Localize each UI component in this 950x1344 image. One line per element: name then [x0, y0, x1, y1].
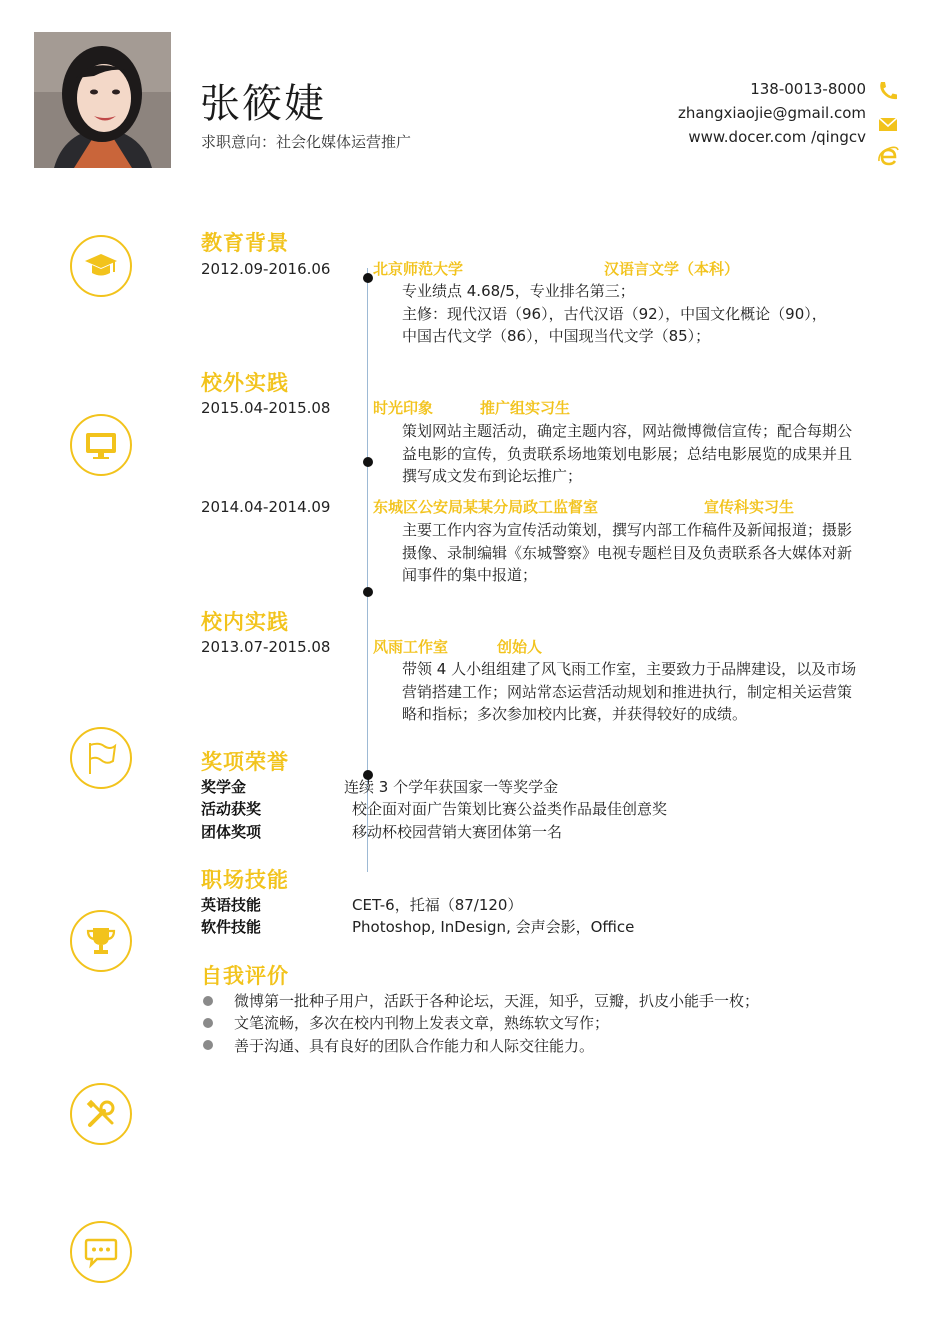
internal-org: 风雨工作室 [373, 638, 449, 656]
skill-value: CET-6，托福（87/120） [352, 896, 523, 914]
timeline-dot [363, 273, 373, 283]
detail-line: 带领 4 人小组组建了风飞雨工作室，主要致力于品牌建设，以及市场 [402, 660, 857, 678]
award-label: 活动获奖 [201, 800, 262, 818]
external-org-1: 时光印象 [373, 399, 434, 417]
graduation-cap-icon [83, 251, 119, 281]
award-value: 校企面对面广告策划比赛公益类作品最佳创意奖 [352, 800, 668, 818]
bullet-icon [203, 996, 213, 1006]
browser-icon [876, 144, 900, 166]
section-title-self: 自我评价 [201, 964, 289, 988]
detail-line: 策划网站主题活动，确定主题内容，网站微博微信宣传；配合每期公 [402, 422, 853, 440]
self-item: 文笔流畅，多次在校内刊物上发表文章，熟练软文写作； [234, 1014, 610, 1032]
phone-number[interactable]: 138-0013-8000 [750, 80, 866, 98]
detail-line: 闻事件的集中报道； [402, 566, 538, 584]
practice-circle [70, 414, 132, 476]
internal-details [402, 658, 908, 726]
detail-line: 主修：现代汉语（96），古代汉语（92），中国文化概论（90）， [402, 304, 827, 323]
tools-circle [70, 1083, 132, 1145]
external-role-1: 推广组实习生 [480, 399, 571, 417]
detail-line: 益电影的宣传，负责联系场地策划电影展；总结电影展览的成果并且 [402, 444, 853, 463]
education-circle [70, 235, 132, 297]
section-title-skills: 职场技能 [201, 868, 289, 892]
evaluation-circle [70, 1221, 132, 1283]
external-details-2 [402, 519, 908, 587]
chat-icon [83, 1235, 119, 1269]
monitor-icon [84, 430, 118, 460]
detail-line: 摄像、录制编辑《东城警察》电视专题栏目及负责联系各大媒体对新 [402, 543, 853, 562]
detail-line: 专业绩点 4.68/5，专业排名第三； [402, 282, 635, 300]
external-date-1: 2015.04-2015.08 [201, 399, 331, 417]
internal-date: 2013.07-2015.08 [201, 638, 331, 656]
section-title-external: 校外实践 [201, 371, 289, 395]
section-title-internal: 校内实践 [201, 610, 289, 634]
candidate-name: 张筱婕 [200, 81, 326, 127]
education-date: 2012.09-2016.06 [201, 260, 331, 278]
tools-icon [84, 1097, 118, 1131]
flag-icon [83, 740, 119, 776]
award-value: 移动杯校园营销大赛团体第一名 [352, 823, 563, 841]
trophy-icon [84, 924, 118, 958]
bullet-icon [203, 1018, 213, 1028]
external-role-2: 宣传科实习生 [704, 498, 795, 516]
job-intent: 求职意向：社会化媒体运营推广 [201, 133, 412, 151]
detail-line: 主要工作内容为宣传活动策划，撰写内部工作稿件及新闻报道；摄影 [402, 521, 853, 539]
detail-line: 营销搭建工作；网站常态运营活动规划和推进执行，制定相关运营策 [402, 682, 853, 701]
website-url[interactable]: www.docer.com /qingcv [688, 128, 866, 146]
skill-value: Photoshop, InDesign, 会声会影，Office [352, 918, 635, 936]
self-item: 微博第一批种子用户，活跃于各种论坛，天涯，知乎，豆瓣，扒皮小能手一枚； [234, 992, 760, 1010]
section-title-awards: 奖项荣誉 [201, 750, 289, 774]
email-address[interactable]: zhangxiaojie@gmail.com [677, 104, 866, 122]
external-date-2: 2014.04-2014.09 [201, 498, 331, 516]
bullet-icon [203, 1040, 213, 1050]
award-label: 奖学金 [201, 778, 247, 796]
profile-photo [34, 32, 171, 168]
education-details [402, 280, 908, 348]
skill-label: 英语技能 [201, 896, 262, 914]
award-value: 连续 3 个学年获国家一等奖学金 [344, 778, 559, 796]
honor-circle [70, 727, 132, 789]
phone-icon [876, 80, 900, 102]
detail-line: 中国古代文学（86），中国现当代文学（85）； [402, 327, 711, 345]
skill-label: 软件技能 [201, 918, 262, 936]
school-name: 北京师范大学 [373, 260, 464, 278]
award-label: 团体奖项 [201, 823, 262, 841]
self-item: 善于沟通、具有良好的团队合作能力和人际交往能力。 [234, 1037, 595, 1055]
external-org-2: 东城区公安局某某分局政工监督室 [373, 498, 599, 516]
skills-circle [70, 910, 132, 972]
section-title-education: 教育背景 [201, 231, 289, 255]
detail-line: 撰写成文发布到论坛推广； [402, 467, 583, 485]
detail-line: 略和指标；多次参加校内比赛，并获得较好的成绩。 [402, 705, 748, 723]
major-name: 汉语言文学（本科） [604, 260, 740, 278]
timeline-dot [363, 457, 373, 467]
timeline-dot [363, 587, 373, 597]
email-icon [876, 114, 900, 136]
external-details-1 [402, 420, 908, 488]
internal-role: 创始人 [497, 638, 543, 656]
